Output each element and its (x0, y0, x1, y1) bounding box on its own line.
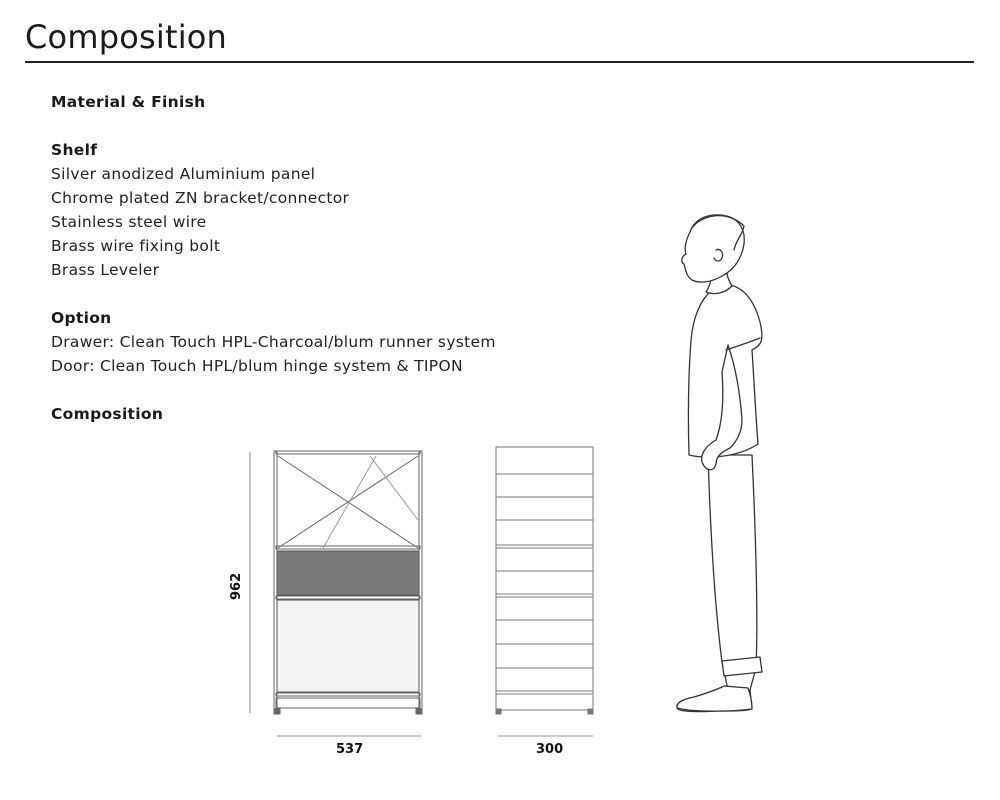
door-front (277, 600, 419, 692)
lower-shelf (276, 596, 420, 599)
middle-shelf (276, 546, 420, 549)
top-shelf (276, 451, 420, 454)
option-heading: Option (51, 309, 112, 327)
width-dimension-label: 537 (336, 742, 364, 757)
base-panel (276, 698, 420, 708)
side-outline (496, 447, 593, 710)
height-dimension-label: 962 (229, 572, 244, 600)
shelf-item: Stainless steel wire (51, 213, 207, 231)
option-item: Door: Clean Touch HPL/blum hinge system & TIPON (51, 357, 463, 375)
depth-dimension-label: 300 (536, 742, 564, 757)
pant-cuff (722, 657, 762, 676)
option-item: Drawer: Clean Touch HPL-Charcoal/blum runner system (51, 333, 496, 351)
side-view-unit (496, 447, 593, 714)
drawer-front (277, 551, 419, 595)
front-view-unit (274, 451, 422, 714)
composition-heading: Composition (51, 405, 164, 423)
shelf-item: Brass wire fixing bolt (51, 237, 221, 255)
shelf-item: Brass Leveler (51, 261, 160, 279)
shelf-item: Chrome plated ZN bracket/connector (51, 189, 350, 207)
shelf-item: Silver anodized Aluminium panel (51, 165, 316, 183)
leveler (588, 709, 593, 714)
leveler (274, 709, 280, 714)
cross-wire (323, 456, 376, 548)
page-title: Composition (25, 18, 228, 56)
leveler (416, 709, 422, 714)
leveler (496, 709, 501, 714)
material-finish-heading: Material & Finish (51, 93, 206, 111)
cross-wire (370, 456, 418, 520)
shelf-heading: Shelf (51, 141, 98, 159)
shoe (677, 686, 752, 711)
bottom-shelf (276, 693, 420, 696)
human-figure (677, 215, 762, 712)
